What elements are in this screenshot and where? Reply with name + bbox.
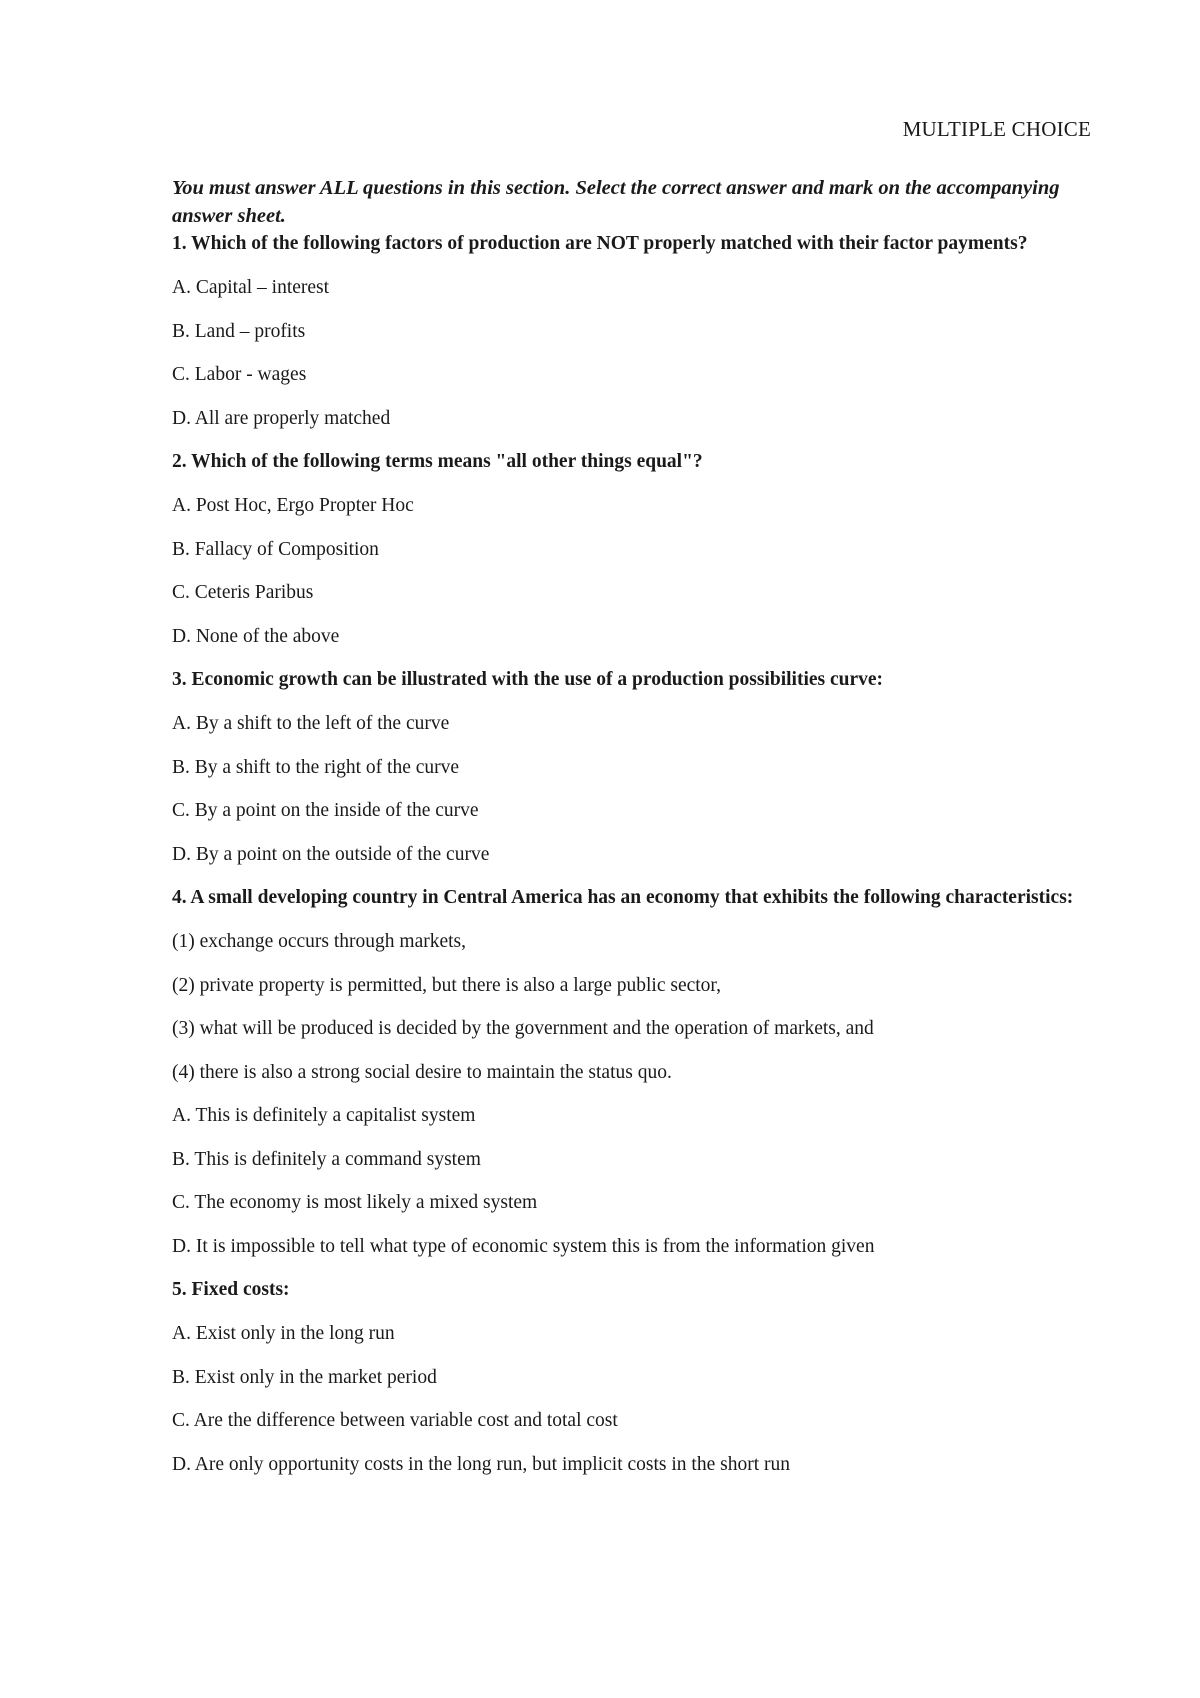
question-4-prompt: 4. A small developing country in Central America has an economy that exhibits the following characteristics:	[172, 887, 1074, 908]
question-3-option-a: A. By a shift to the left of the curve	[172, 713, 450, 734]
instructions: You must answer ALL questions in this section. Select the correct answer and mark on the accompanying answer sheet.	[172, 177, 1060, 227]
question-4-option-b: B. This is definitely a command system	[172, 1148, 481, 1170]
question-1-option-a: A. Capital – interest	[172, 277, 330, 298]
question-5-option-d: D. Are only opportunity costs in the long run, but implicit costs in the short run	[172, 1453, 790, 1475]
question-4-characteristic-2: (2) private property is permitted, but there is also a large public sector,	[172, 974, 722, 996]
section-title: MULTIPLE CHOICE	[902, 117, 1091, 141]
question-2-prompt: 2. Which of the following terms means "all other things equal"?	[172, 451, 703, 472]
question-2-option-a: A. Post Hoc, Ergo Propter Hoc	[172, 495, 414, 516]
question-4-option-c: C. The economy is most likely a mixed system	[172, 1192, 538, 1213]
question-3-prompt: 3. Economic growth can be illustrated with the use of a production possibilities curve:	[172, 669, 884, 690]
question-5-option-a: A. Exist only in the long run	[172, 1323, 395, 1344]
question-2-option-d: D. None of the above	[172, 625, 340, 647]
question-1-option-b: B. Land – profits	[172, 320, 306, 342]
question-2-option-c: C. Ceteris Paribus	[172, 582, 314, 603]
question-4-characteristic-4: (4) there is also a strong social desire to maintain the status quo.	[172, 1061, 672, 1083]
question-section	[172, 174, 1092, 1479]
question-5-prompt: 5. Fixed costs:	[172, 1279, 290, 1300]
question-3-option-d: D. By a point on the outside of the curve	[172, 843, 490, 865]
question-3-option-b: B. By a shift to the right of the curve	[172, 756, 460, 778]
question-4-characteristic-1: (1) exchange occurs through markets,	[172, 931, 467, 952]
question-4-option-a: A. This is definitely a capitalist system	[172, 1105, 476, 1126]
question-5-option-b: B. Exist only in the market period	[172, 1366, 437, 1388]
question-3-option-c: C. By a point on the inside of the curve	[172, 800, 479, 821]
question-4-characteristic-3: (3) what will be produced is decided by the government and the operation of markets, and	[172, 1018, 874, 1039]
question-1-prompt: 1. Which of the following factors of production are NOT properly matched with their factor payments?	[172, 233, 1028, 254]
question-4-option-d: D. It is impossible to tell what type of economic system this is from the information given	[172, 1235, 875, 1257]
question-2-option-b: B. Fallacy of Composition	[172, 538, 379, 560]
question-1-option-c: C. Labor - wages	[172, 364, 307, 385]
question-5-option-c: C. Are the difference between variable cost and total cost	[172, 1410, 618, 1431]
question-1-option-d: D. All are properly matched	[172, 407, 391, 429]
